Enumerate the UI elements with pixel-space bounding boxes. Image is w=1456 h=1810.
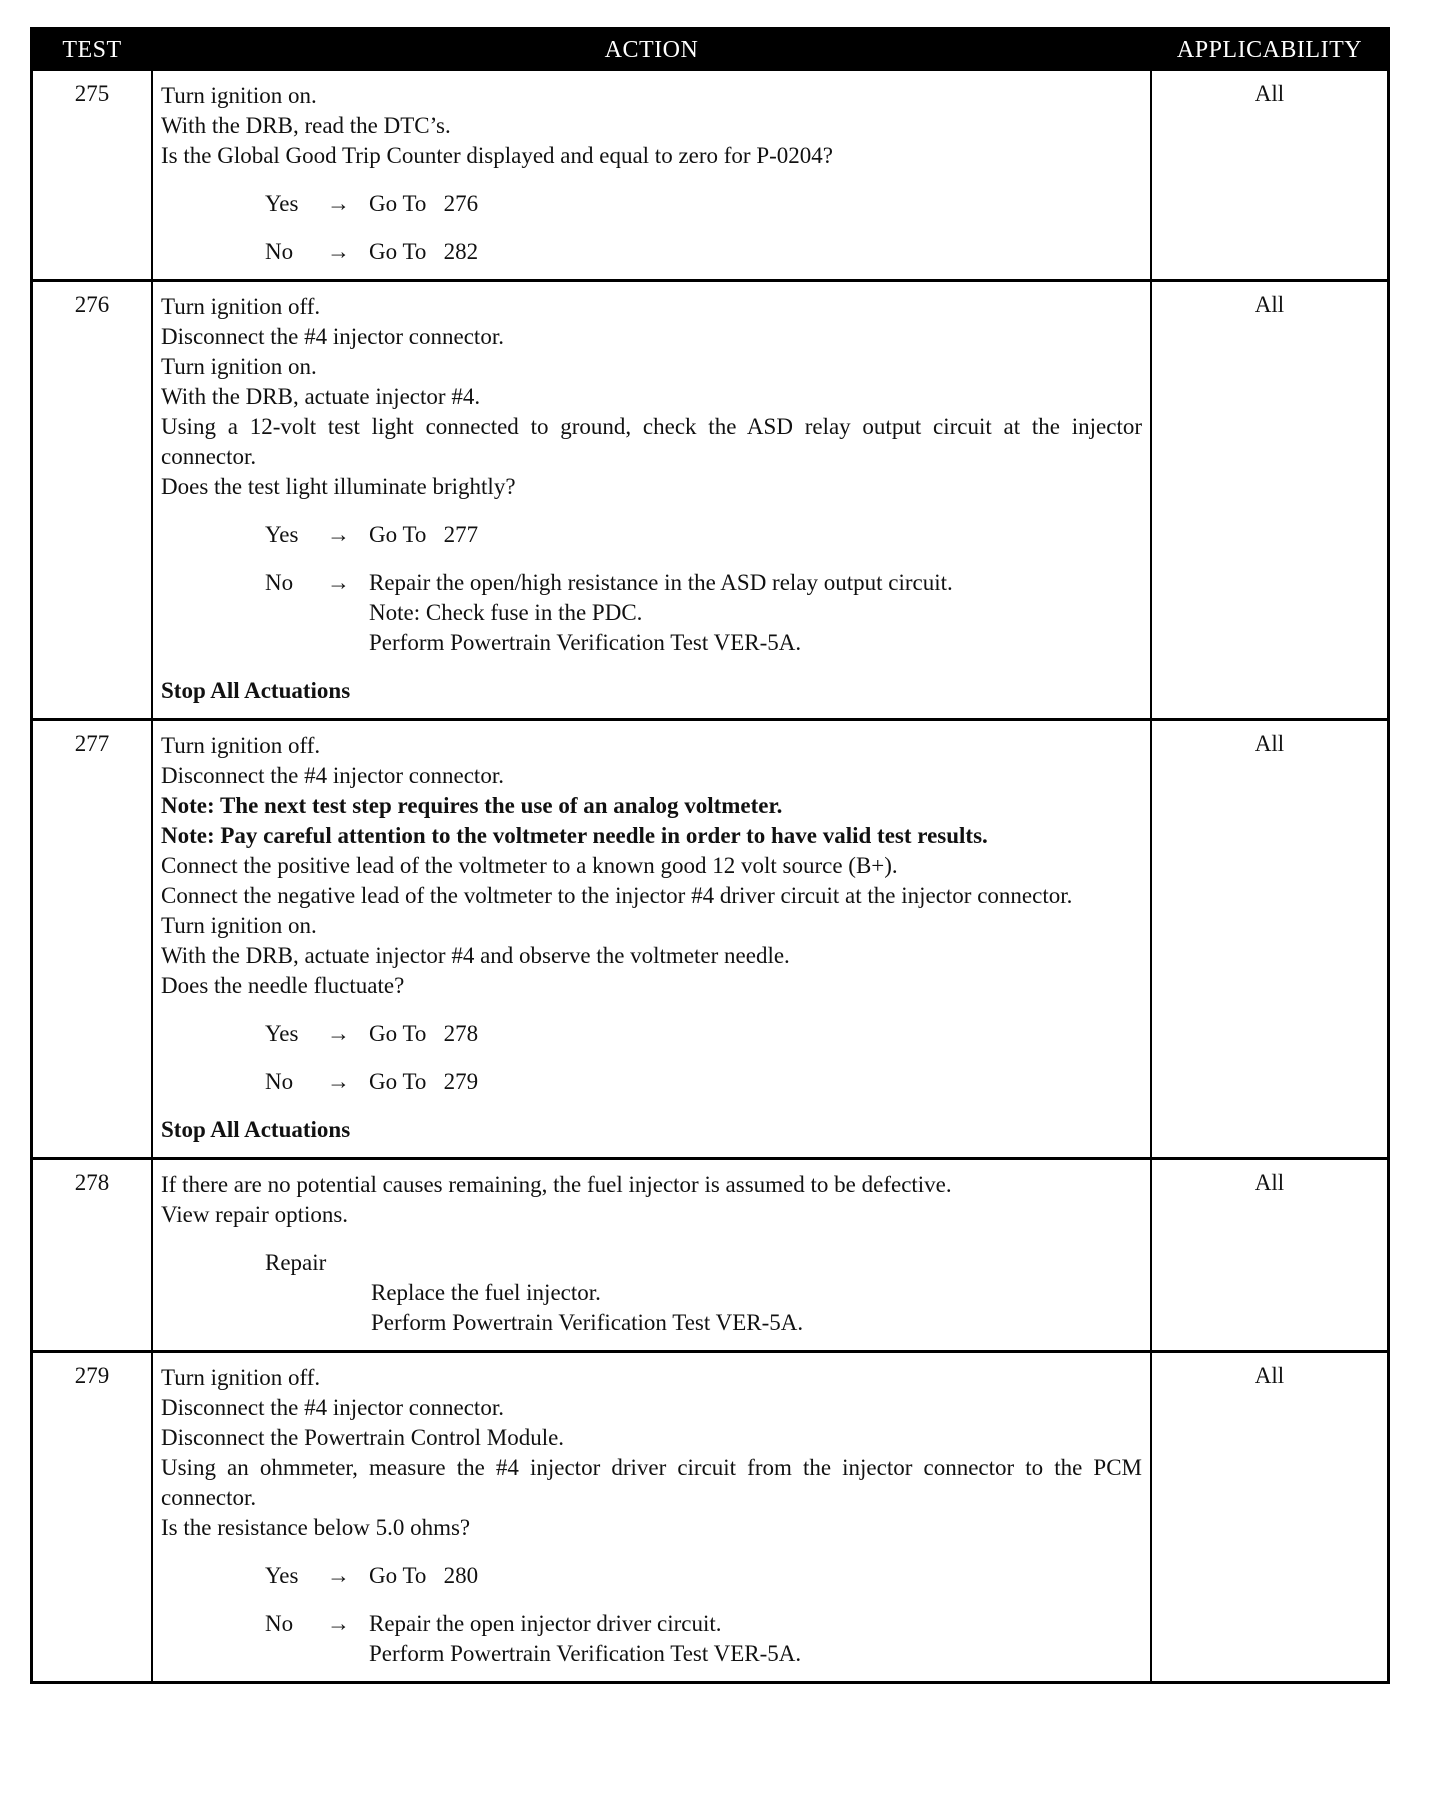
test-number: 276 bbox=[74, 292, 110, 317]
action-step: Turn ignition on. bbox=[161, 354, 317, 379]
outcome-details bbox=[369, 1067, 1142, 1097]
table-row bbox=[33, 1350, 1387, 1681]
action-step: Does the needle fluctuate? bbox=[161, 973, 405, 998]
outcome-yes bbox=[265, 520, 1142, 550]
outcome-details bbox=[369, 1561, 1142, 1591]
action-step: Turn ignition on. bbox=[161, 913, 317, 938]
arrow-right-icon: → bbox=[327, 1069, 350, 1094]
action-step: Using an ohmmeter, measure the #4 injector driver circuit from the injector connector to the PCM connector. bbox=[161, 1455, 1142, 1510]
arrow-right-icon: → bbox=[327, 1611, 350, 1636]
outcome-details bbox=[369, 237, 1142, 267]
applicability-value: All bbox=[1254, 1363, 1285, 1388]
outcome-no bbox=[265, 237, 1142, 267]
outcome-yes bbox=[265, 1561, 1142, 1591]
arrow-right-icon: → bbox=[327, 1563, 350, 1588]
test-number: 277 bbox=[74, 731, 110, 756]
action-cell bbox=[151, 71, 1152, 279]
action-step: Using a 12-volt test light connected to ground, check the ASD relay output circuit at the injector connector. bbox=[161, 414, 1142, 469]
action-step: With the DRB, read the DTC’s. bbox=[161, 113, 451, 138]
outcome-answer: No bbox=[265, 1611, 294, 1636]
action-step: Disconnect the #4 injector connector. bbox=[161, 763, 504, 788]
table-row bbox=[33, 279, 1387, 718]
action-step: With the DRB, actuate injector #4 and observe the voltmeter needle. bbox=[161, 943, 790, 968]
outcome-answer: Yes bbox=[265, 1563, 299, 1588]
action-step: Is the Global Good Trip Counter displayed and equal to zero for P-0204? bbox=[161, 143, 833, 168]
stop-actuations-note: Stop All Actuations bbox=[161, 678, 351, 703]
action-step: View repair options. bbox=[161, 1202, 349, 1227]
action-cell bbox=[151, 282, 1152, 718]
action-step: With the DRB, actuate injector #4. bbox=[161, 384, 481, 409]
outcome-details bbox=[369, 189, 1142, 219]
outcome-detail-line: Perform Powertrain Verification Test VER-5A. bbox=[369, 630, 802, 655]
arrow-right-icon: → bbox=[327, 570, 350, 595]
table-row bbox=[33, 1157, 1387, 1350]
repair-label: Repair bbox=[265, 1250, 327, 1275]
action-note: Note: The next test step requires the use of an analog voltmeter. bbox=[161, 793, 783, 818]
action-cell bbox=[151, 1160, 1152, 1350]
applicability-value: All bbox=[1254, 731, 1285, 756]
outcome-detail-line: Go To 280 bbox=[369, 1563, 479, 1588]
action-step: Does the test light illuminate brightly? bbox=[161, 474, 516, 499]
action-step: If there are no potential causes remaining, the fuel injector is assumed to be defective. bbox=[161, 1172, 952, 1197]
outcome-details bbox=[369, 520, 1142, 550]
repair-step: Replace the fuel injector. bbox=[371, 1280, 601, 1305]
applicability-value: All bbox=[1254, 1170, 1285, 1195]
outcome-no bbox=[265, 1609, 1142, 1669]
outcome-detail-line: Go To 276 bbox=[369, 191, 479, 216]
outcome-detail-line: Note: Check fuse in the PDC. bbox=[369, 600, 643, 625]
arrow-right-icon: → bbox=[327, 1021, 350, 1046]
action-step: Disconnect the Powertrain Control Module. bbox=[161, 1425, 565, 1450]
action-cell bbox=[151, 1353, 1152, 1681]
test-number: 279 bbox=[74, 1363, 110, 1388]
outcome-answer: No bbox=[265, 570, 294, 595]
outcome-details bbox=[369, 568, 1142, 658]
table-row bbox=[33, 71, 1387, 279]
action-step: Turn ignition off. bbox=[161, 733, 321, 758]
stop-actuations-note: Stop All Actuations bbox=[161, 1117, 351, 1142]
outcome-detail-line: Go To 282 bbox=[369, 239, 479, 264]
outcome-answer: No bbox=[265, 1069, 294, 1094]
outcome-detail-line: Go To 278 bbox=[369, 1021, 479, 1046]
applicability-value: All bbox=[1254, 81, 1285, 106]
action-step: Is the resistance below 5.0 ohms? bbox=[161, 1515, 471, 1540]
outcome-detail-line: Go To 277 bbox=[369, 522, 479, 547]
header-test: TEST bbox=[62, 37, 122, 63]
action-step: Connect the negative lead of the voltmeter to the injector #4 driver circuit at the injector connector. bbox=[161, 883, 1073, 908]
arrow-right-icon: → bbox=[327, 191, 350, 216]
action-step: Turn ignition off. bbox=[161, 294, 321, 319]
repair-step: Perform Powertrain Verification Test VER-5A. bbox=[371, 1310, 804, 1335]
outcome-answer: No bbox=[265, 239, 294, 264]
outcome-answer: Yes bbox=[265, 1021, 299, 1046]
arrow-right-icon: → bbox=[327, 239, 350, 264]
outcome-no bbox=[265, 568, 1142, 658]
arrow-right-icon: → bbox=[327, 522, 350, 547]
outcome-details bbox=[369, 1609, 1142, 1669]
action-step: Turn ignition off. bbox=[161, 1365, 321, 1390]
outcome-yes bbox=[265, 1019, 1142, 1049]
applicability-value: All bbox=[1254, 292, 1285, 317]
action-step: Disconnect the #4 injector connector. bbox=[161, 1395, 504, 1420]
outcome-no bbox=[265, 1067, 1142, 1097]
action-cell bbox=[151, 721, 1152, 1157]
action-step: Turn ignition on. bbox=[161, 83, 317, 108]
action-step: Connect the positive lead of the voltmeter to a known good 12 volt source (B+). bbox=[161, 853, 898, 878]
header-applicability: APPLICABILITY bbox=[1176, 37, 1363, 63]
outcome-answer: Yes bbox=[265, 191, 299, 216]
test-number: 275 bbox=[74, 81, 110, 106]
table-body bbox=[33, 71, 1387, 1681]
outcome-yes bbox=[265, 189, 1142, 219]
test-number: 278 bbox=[74, 1170, 110, 1195]
header-action: ACTION bbox=[604, 37, 699, 63]
outcome-detail-line: Repair the open/high resistance in the ASD relay output circuit. bbox=[369, 570, 953, 595]
outcome-detail-line: Perform Powertrain Verification Test VER-5A. bbox=[369, 1641, 802, 1666]
diagnostic-test-table bbox=[30, 27, 1390, 1684]
table-row bbox=[33, 718, 1387, 1157]
outcome-detail-line: Repair the open injector driver circuit. bbox=[369, 1611, 722, 1636]
outcome-detail-line: Go To 279 bbox=[369, 1069, 479, 1094]
outcome-details bbox=[369, 1019, 1142, 1049]
action-step: Disconnect the #4 injector connector. bbox=[161, 324, 504, 349]
table-header bbox=[33, 30, 1387, 71]
outcome-answer: Yes bbox=[265, 522, 299, 547]
action-note: Note: Pay careful attention to the voltmeter needle in order to have valid test results. bbox=[161, 823, 988, 848]
